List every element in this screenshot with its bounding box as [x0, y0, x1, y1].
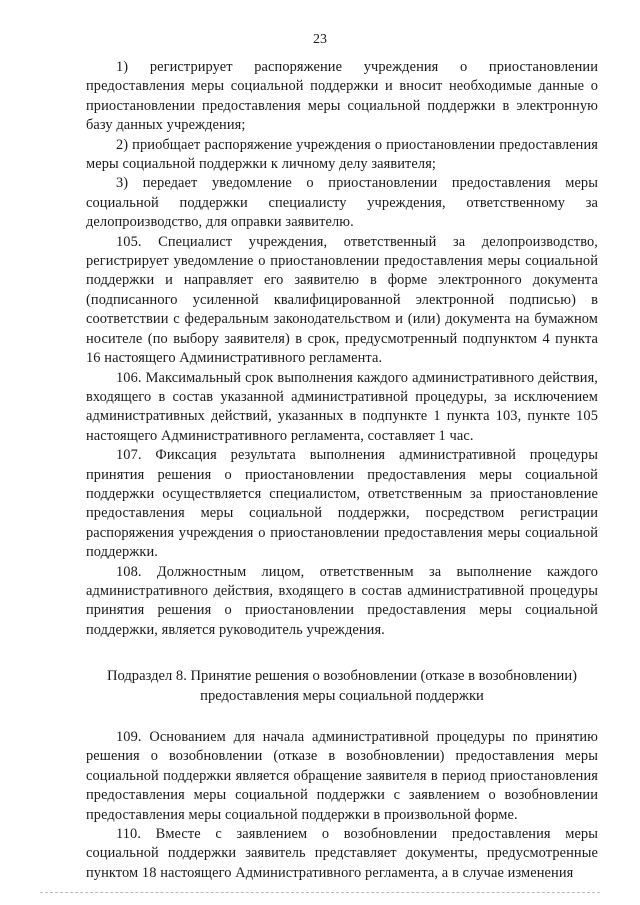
page-content: [86, 58, 598, 883]
paragraph-110: 110. Вместе с заявлением о возобновлении предоставления меры социальной поддержки заявитель представляет документы, предусмотренные пунктом 18 настоящего Административного регламента, а в случае изменения: [86, 826, 598, 881]
scan-edge-divider: [40, 892, 600, 895]
paragraph-103-1: 1) регистрирует распоряжение учреждения о приостановлении предоставления меры социальной поддержки и вносит необходимые данные о приостановлении предоставления меры социальной поддержки в электронную базу данных учреждения;: [86, 59, 598, 134]
subsection-heading: [86, 667, 598, 706]
paragraph-109: 109. Основанием для начала административной процедуры по принятию решения о возобновлении (отказе в возобновлении) предоставления меры социальной поддержки является обращение заявителя в период приостановления предоставления меры социальной поддержки с заявлением о возобновлении предоставления меры социальной поддержки в произвольной форме.: [86, 729, 598, 823]
paragraph-105: 105. Специалист учреждения, ответственный за делопроизводство, регистрирует уведомление о приостановлении предоставления меры социальной поддержки и направляет его заявителю в форме электронного документа (подписанного усиленной квалифицированной электронной подписью) в соответствии с федеральным законодательством и (или) документа на бумажном носителе (по выбору заявителя) в срок, предусмотренный подпунктом 4 пункта 16 настоящего Административного регламента.: [86, 233, 598, 367]
paragraph-106: 106. Максимальный срок выполнения каждого административного действия, входящего в состав указанной административной процедуры, за исключением административных действий, указанных в подпункте 1 пункта 103, пункте 105 настоящего Административного регламента, составляет 1 час.: [86, 369, 598, 444]
paragraph-107: 107. Фиксация результата выполнения административной процедуры принятия решения о приостановлении предоставления меры социальной поддержки осуществляется специалистом, ответственным за приостановление предоставления меры социальной поддержки, посредством регистрации распоряжения учреждения о приостановлении предоставления меры социальной поддержки.: [86, 447, 598, 561]
paragraph-103-2: 2) приобщает распоряжение учреждения о приостановлении предоставления меры социальной поддержки к личному делу заявителя;: [86, 136, 598, 173]
page-number: 23: [313, 32, 327, 47]
subsection-heading-line-2: предоставления меры социальной поддержки: [200, 687, 484, 704]
subsection-heading-line-1: Подраздел 8. Принятие решения о возобновлении (отказе в возобновлении): [106, 668, 578, 685]
paragraph-103-3: 3) передает уведомление о приостановлении предоставления меры социальной поддержки специалисту учреждения, ответственному за делопроизводство, для оправки заявителю.: [86, 175, 598, 231]
paragraph-108: 108. Должностным лицом, ответственным за выполнение каждого административного действия, входящего в состав административной процедуры принятия решения о приостановлении предоставления меры социальной поддержки, является руководитель учреждения.: [86, 563, 598, 638]
